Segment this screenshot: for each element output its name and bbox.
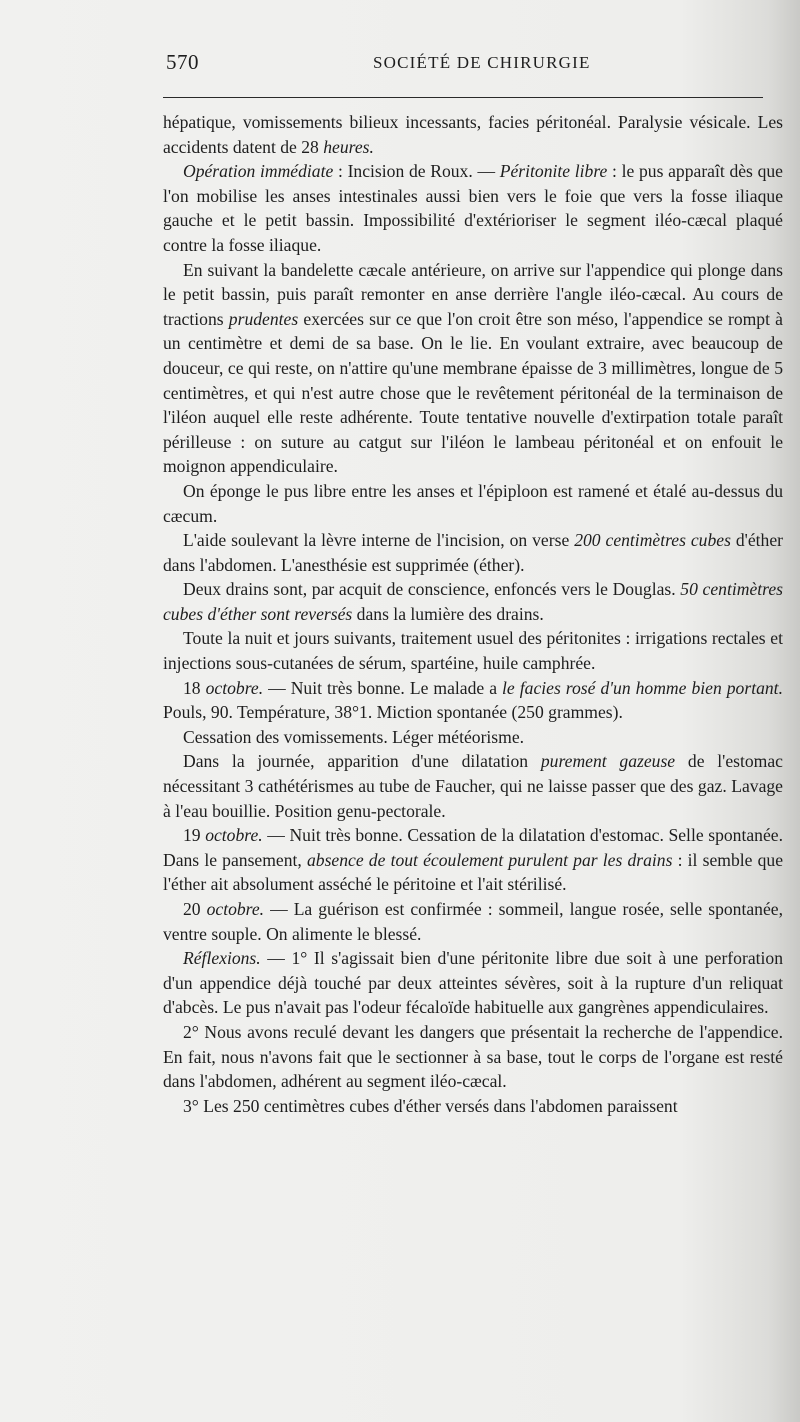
text-run: hépatique, vomissements bilieux incessants, facies péritonéal. Paralysie vésicale. Les accidents datent de 28	[163, 112, 783, 157]
italic-run: octobre.	[205, 677, 264, 698]
italic-run: purement gazeuse	[540, 751, 676, 772]
italic-run: octobre.	[206, 899, 265, 919]
text-run: Pouls, 90. Température, 38°1. Miction spontanée (250 grammes).	[163, 702, 623, 723]
text-run: — 1° Il s'agissait bien d'une péritonite libre due soit à une perforation d'un appendice déjà touché par deux atteintes sévères, soit à la rupture d'un reliquat d'abcès. Le pus n'avait pas l'odeur fécaloïde habituelle aux gangrènes appendiculaires.	[163, 948, 783, 1018]
text-run: 3° Les 250 centimètres cubes d'éther versés dans l'abdomen paraissent	[183, 1095, 678, 1116]
page-number: 570	[166, 50, 199, 74]
paragraph	[163, 258, 783, 479]
text-run: L'aide soulevant la lèvre interne de l'incision, on verse	[183, 530, 575, 551]
paragraph	[163, 110, 783, 159]
text-run: — Nuit très bonne. Cessation de la dilatation d'estomac. Selle spontanée. Dans le pansement,	[163, 825, 783, 870]
paragraph	[163, 1020, 783, 1094]
text-run: d'éther dans l'abdomen. L'anesthésie est supprimée (éther).	[163, 530, 783, 575]
text-run: — La guérison est confirmée : sommeil, langue rosée, selle spontanée, ventre souple. On alimente le blessé.	[163, 899, 783, 944]
italic-run: prudentes	[228, 308, 299, 329]
running-title: SOCIÉTÉ DE CHIRURGIE	[373, 53, 591, 72]
italic-run: octobre.	[205, 825, 263, 846]
paragraph	[163, 749, 783, 823]
text-run: : Incision de Roux. —	[333, 161, 500, 182]
italic-run: absence de tout écoulement purulent par les drains	[306, 849, 673, 870]
paragraph	[163, 823, 783, 897]
paragraph	[163, 897, 783, 946]
text-run: 19	[183, 825, 206, 846]
text-run: exercées sur ce que l'on croit être son méso, l'appendice se rompt à un centimètre et demi de sa base. On le lie. En voulant extraire, avec beaucoup de douceur, ce qui reste, on n'attire qu'une membrane épaisse de 3 millimètres, longue de 5 centimètres, et qui n'est autre chose que le revêtement péritonéal de la terminaison de l'iléon auquel elle reste adhérente. Toute tentative nouvelle d'extirpation totale paraît périlleuse : on suture au catgut sur l'iléon le lambeau péritonéal et on enfouit le moignon appendiculaire.	[163, 308, 783, 477]
text-run: — Nuit très bonne. Le malade a	[263, 677, 503, 698]
paragraph	[163, 159, 783, 257]
text-run: Dans la journée, apparition d'une dilatation	[183, 751, 541, 772]
italic-run: 50 centimètres cubes d'éther sont reversés	[163, 579, 783, 624]
paragraph	[163, 577, 783, 626]
paragraph	[163, 528, 783, 577]
italic-run: Opération immédiate	[183, 161, 334, 182]
text-run: 18	[183, 677, 206, 698]
text-run: Toute la nuit et jours suivants, traitement usuel des péritonites : irrigations rectales et injections sous-cutanées de sérum, spartéine, huile camphrée.	[163, 628, 783, 674]
text-run: On éponge le pus libre entre les anses et l'épiploon est ramené et étalé au-dessus du cæcum.	[163, 480, 783, 526]
paragraph	[163, 626, 783, 675]
text-run: En suivant la bandelette cæcale antérieure, on arrive sur l'appendice qui plonge dans le petit bassin, puis paraît remonter en anse derrière l'angle iléo-cæcal. Au cours de tractions	[163, 259, 783, 329]
paragraph	[163, 479, 783, 528]
paragraph	[163, 676, 783, 725]
italic-run: Réflexions.	[183, 948, 261, 969]
text-run: de l'estomac nécessitant 3 cathétérismes au tube de Faucher, qui ne laisse passer que des gaz. Lavage à l'eau bouillie. Position genu-pectorale.	[163, 751, 783, 821]
italic-run: 200 centimètres cubes	[574, 530, 731, 551]
text-run: 2° Nous avons reculé devant les dangers que présentait la recherche de l'appendice. En fait, nous n'avons fait que le sectionner à sa base, tout le corps de l'organe est resté dans l'abdomen, adhérent au segment iléo-cæcal.	[163, 1021, 783, 1092]
page-header	[150, 50, 770, 80]
text-run: : il semble que l'éther ait absolument asséché le péritoine et l'ait stérilisé.	[163, 849, 784, 895]
paragraph	[163, 725, 783, 750]
paragraph	[163, 1094, 783, 1119]
text-run: dans la lumière des drains.	[352, 603, 544, 624]
italic-run: Péritonite libre	[499, 161, 608, 182]
text-run: Cessation des vomissements. Léger météorisme.	[183, 726, 525, 747]
paragraph	[163, 946, 783, 1020]
italic-run: le facies rosé d'un homme bien portant.	[502, 677, 783, 698]
text-run: Deux drains sont, par acquit de conscience, enfoncés vers le Douglas.	[183, 579, 681, 600]
italic-run: heures.	[323, 136, 374, 157]
text-run: 20	[183, 899, 207, 919]
header-rule	[163, 97, 763, 98]
text-run: : le pus apparaît dès que l'on mobilise les anses intestinales aussi bien vers le foie que vers la fosse iliaque gauche et le petit bassin. Impossibilité d'extérioriser le segment iléo-cæcal plaqué contre la fosse iliaque.	[163, 161, 783, 255]
body-text	[163, 110, 783, 1118]
